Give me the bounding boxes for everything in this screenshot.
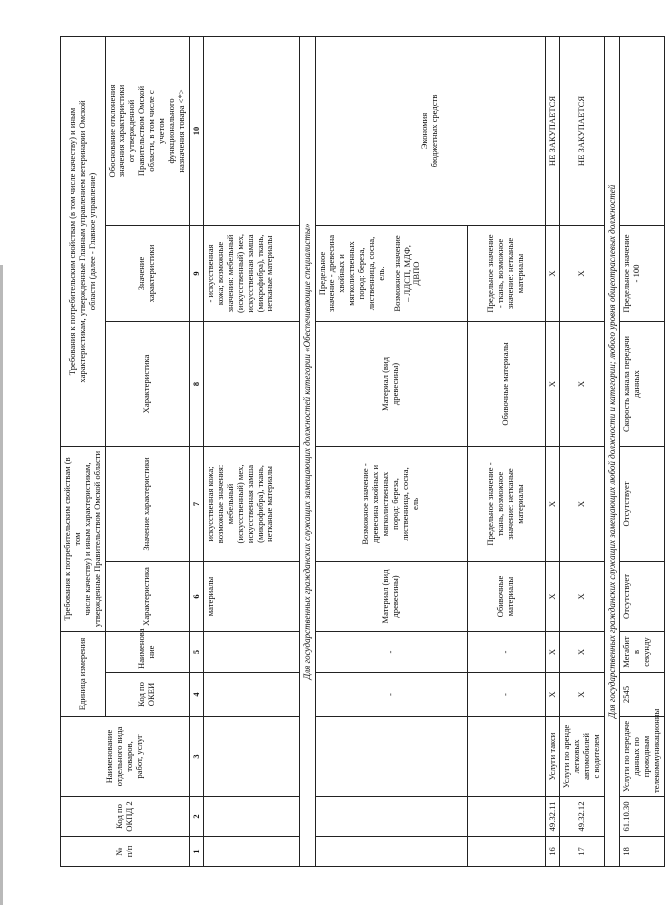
table-row-16 <box>545 36 560 866</box>
cell-characteristic-gov: материалы <box>204 562 300 632</box>
cell-characteristic-gov: Материал (вид древесины) <box>315 562 467 632</box>
cell-justification: Экономия бюджетных средств <box>315 36 545 225</box>
cell-okei: - <box>467 673 545 717</box>
column-number: 8 <box>189 321 204 446</box>
header-characteristic-government: Характеристика <box>105 562 189 632</box>
column-number: 6 <box>189 562 204 632</box>
header-okei-code: Код по ОКЕИ <box>105 673 189 717</box>
cell-not-purchased: НЕ ЗАКУПАЕТСЯ <box>545 36 560 225</box>
cell-characteristic-gov: Отсутствует <box>620 562 665 632</box>
column-number: 10 <box>189 36 204 225</box>
header-requirements-main-department: Требования к потребительским свойствам (в том числе качеству) и иным характеристикам, утвержденные Главным управлением ветеринарии Омской области (далее - Главное управление) <box>61 36 106 446</box>
cell-number: 18 <box>620 837 665 867</box>
table-row-18 <box>620 36 665 866</box>
cell-not-purchased: НЕ ЗАКУПАЕТСЯ <box>560 36 605 225</box>
cell-unit: - <box>467 632 545 673</box>
header-row-1 <box>61 36 106 866</box>
column-number: 7 <box>189 446 204 561</box>
cell-characteristic-main: Х <box>560 321 605 446</box>
column-number: 1 <box>189 837 204 867</box>
cell-characteristic-gov: Обивочные материалы <box>467 562 545 632</box>
cell-value-main: Х <box>560 225 605 321</box>
cell-characteristic-main: Материал (вид древесины) <box>315 321 467 446</box>
cell-value-gov: Отсутствует <box>620 446 665 561</box>
cell-characteristic-main: Скорость канала передачи данных <box>620 321 665 446</box>
column-number: 4 <box>189 673 204 717</box>
cell-value-main: Х <box>545 225 560 321</box>
cell-item-name: Услуги по аренде легковых автомобилей с водителем <box>560 717 605 797</box>
header-characteristic-main: Характеристика <box>105 321 189 446</box>
column-number: 2 <box>189 797 204 837</box>
cell-okei: - <box>315 673 467 717</box>
header-justification: Обоснование отклонения значения характеристики от утвержденной Правительством Омской области, в том числе с учетом функционального назначения товара <*> <box>105 36 189 225</box>
cell-value-gov: искусственная кожа; возможные значения: мебельный (искусственный) мех, искусственная замша (микрофибра), ткань, нетканые материалы <box>204 446 300 561</box>
column-number-row <box>189 36 204 866</box>
header-item-name: Наименование отдельного вида товаров, работ, услуг <box>61 717 190 797</box>
column-number: 5 <box>189 632 204 673</box>
cell-unit: Х <box>545 632 560 673</box>
column-number: 9 <box>189 225 204 321</box>
cell-value-gov: Х <box>545 446 560 561</box>
table-row-17 <box>560 36 605 866</box>
cell-value-main: Предельное значение - древесина хвойных и мягколиственных пород: береза, лиственница, сосна, ель. Возможное значение – ЛДСП, МДФ, ДВПО <box>315 225 467 321</box>
cell-value-main: Предельное значение - ткань, возможное значение: нетканые материалы <box>467 225 545 321</box>
column-number: 3 <box>189 717 204 797</box>
section-all-employees-row <box>604 36 619 866</box>
cell-unit: Х <box>560 632 605 673</box>
header-requirements-government: Требования к потребительским свойствам (в том числе качеству) и иным характеристикам, утвержденные Правительством Омской области <box>61 446 106 631</box>
section-specialists-row <box>300 36 315 866</box>
cell-unit: Мегабит в секунду <box>620 632 665 673</box>
cell-value-gov: Предельное значение - ткань, возможное значение: нетканые материалы <box>467 446 545 561</box>
cell-okpd-code: 49.32.12 <box>560 797 605 837</box>
cell-characteristic-gov: Х <box>545 562 560 632</box>
cell-value-main: - искусственная кожа; возможные значения: мебельный (искусственный) мех, искусственная замша (микрофибра), ткань, нетканые материалы <box>204 225 300 321</box>
cell-okei: 2545 <box>620 673 665 717</box>
section-heading: Для государственных гражданских служащих замещающих должностей категории «Обеспечивающие специалисты» <box>300 36 315 866</box>
section-heading: Для государственных гражданских служащих замещающих любой должности и категории; любого уровня общеотраслевых должностей <box>604 36 619 866</box>
cell-value-gov: Х <box>560 446 605 561</box>
table-row-materials <box>204 36 300 866</box>
cell-unit: - <box>315 632 467 673</box>
header-value-government: Значение характеристики <box>105 446 189 561</box>
cell-value-main: Предельное значение - 100 <box>620 225 665 321</box>
header-unit-name: Наименова ние <box>105 632 189 673</box>
table-row-wood-material <box>315 36 467 866</box>
cell-okei: Х <box>545 673 560 717</box>
cell-value-gov: Возможное значение - древесина хвойных и мягколиственных пород: береза, лиственница, сосна, ель <box>315 446 467 561</box>
scan-edge-shadow <box>0 265 3 905</box>
header-value-main: Значение характеристики <box>105 225 189 321</box>
cell-item-name: Услуги по передаче данных по проводным телекоммуникационны <box>620 717 665 797</box>
cell-number: 16 <box>545 837 560 867</box>
header-number: № п/п <box>61 837 190 867</box>
header-unit: Единица измерения <box>61 632 106 717</box>
cell-okpd-code: 49.32.11 <box>545 797 560 837</box>
cell-item-name: Услуги такси <box>545 717 560 797</box>
cell-okpd-code: 61.10.30 <box>620 797 665 837</box>
cell-number: 17 <box>560 837 605 867</box>
cell-okei: Х <box>560 673 605 717</box>
cell-characteristic-main: Х <box>545 321 560 446</box>
cell-characteristic-gov: Х <box>560 562 605 632</box>
cell-characteristic-main: Обивочные материалы <box>467 321 545 446</box>
requirements-table <box>60 36 665 867</box>
header-okpd-code: Код по ОКПД 2 <box>61 797 190 837</box>
